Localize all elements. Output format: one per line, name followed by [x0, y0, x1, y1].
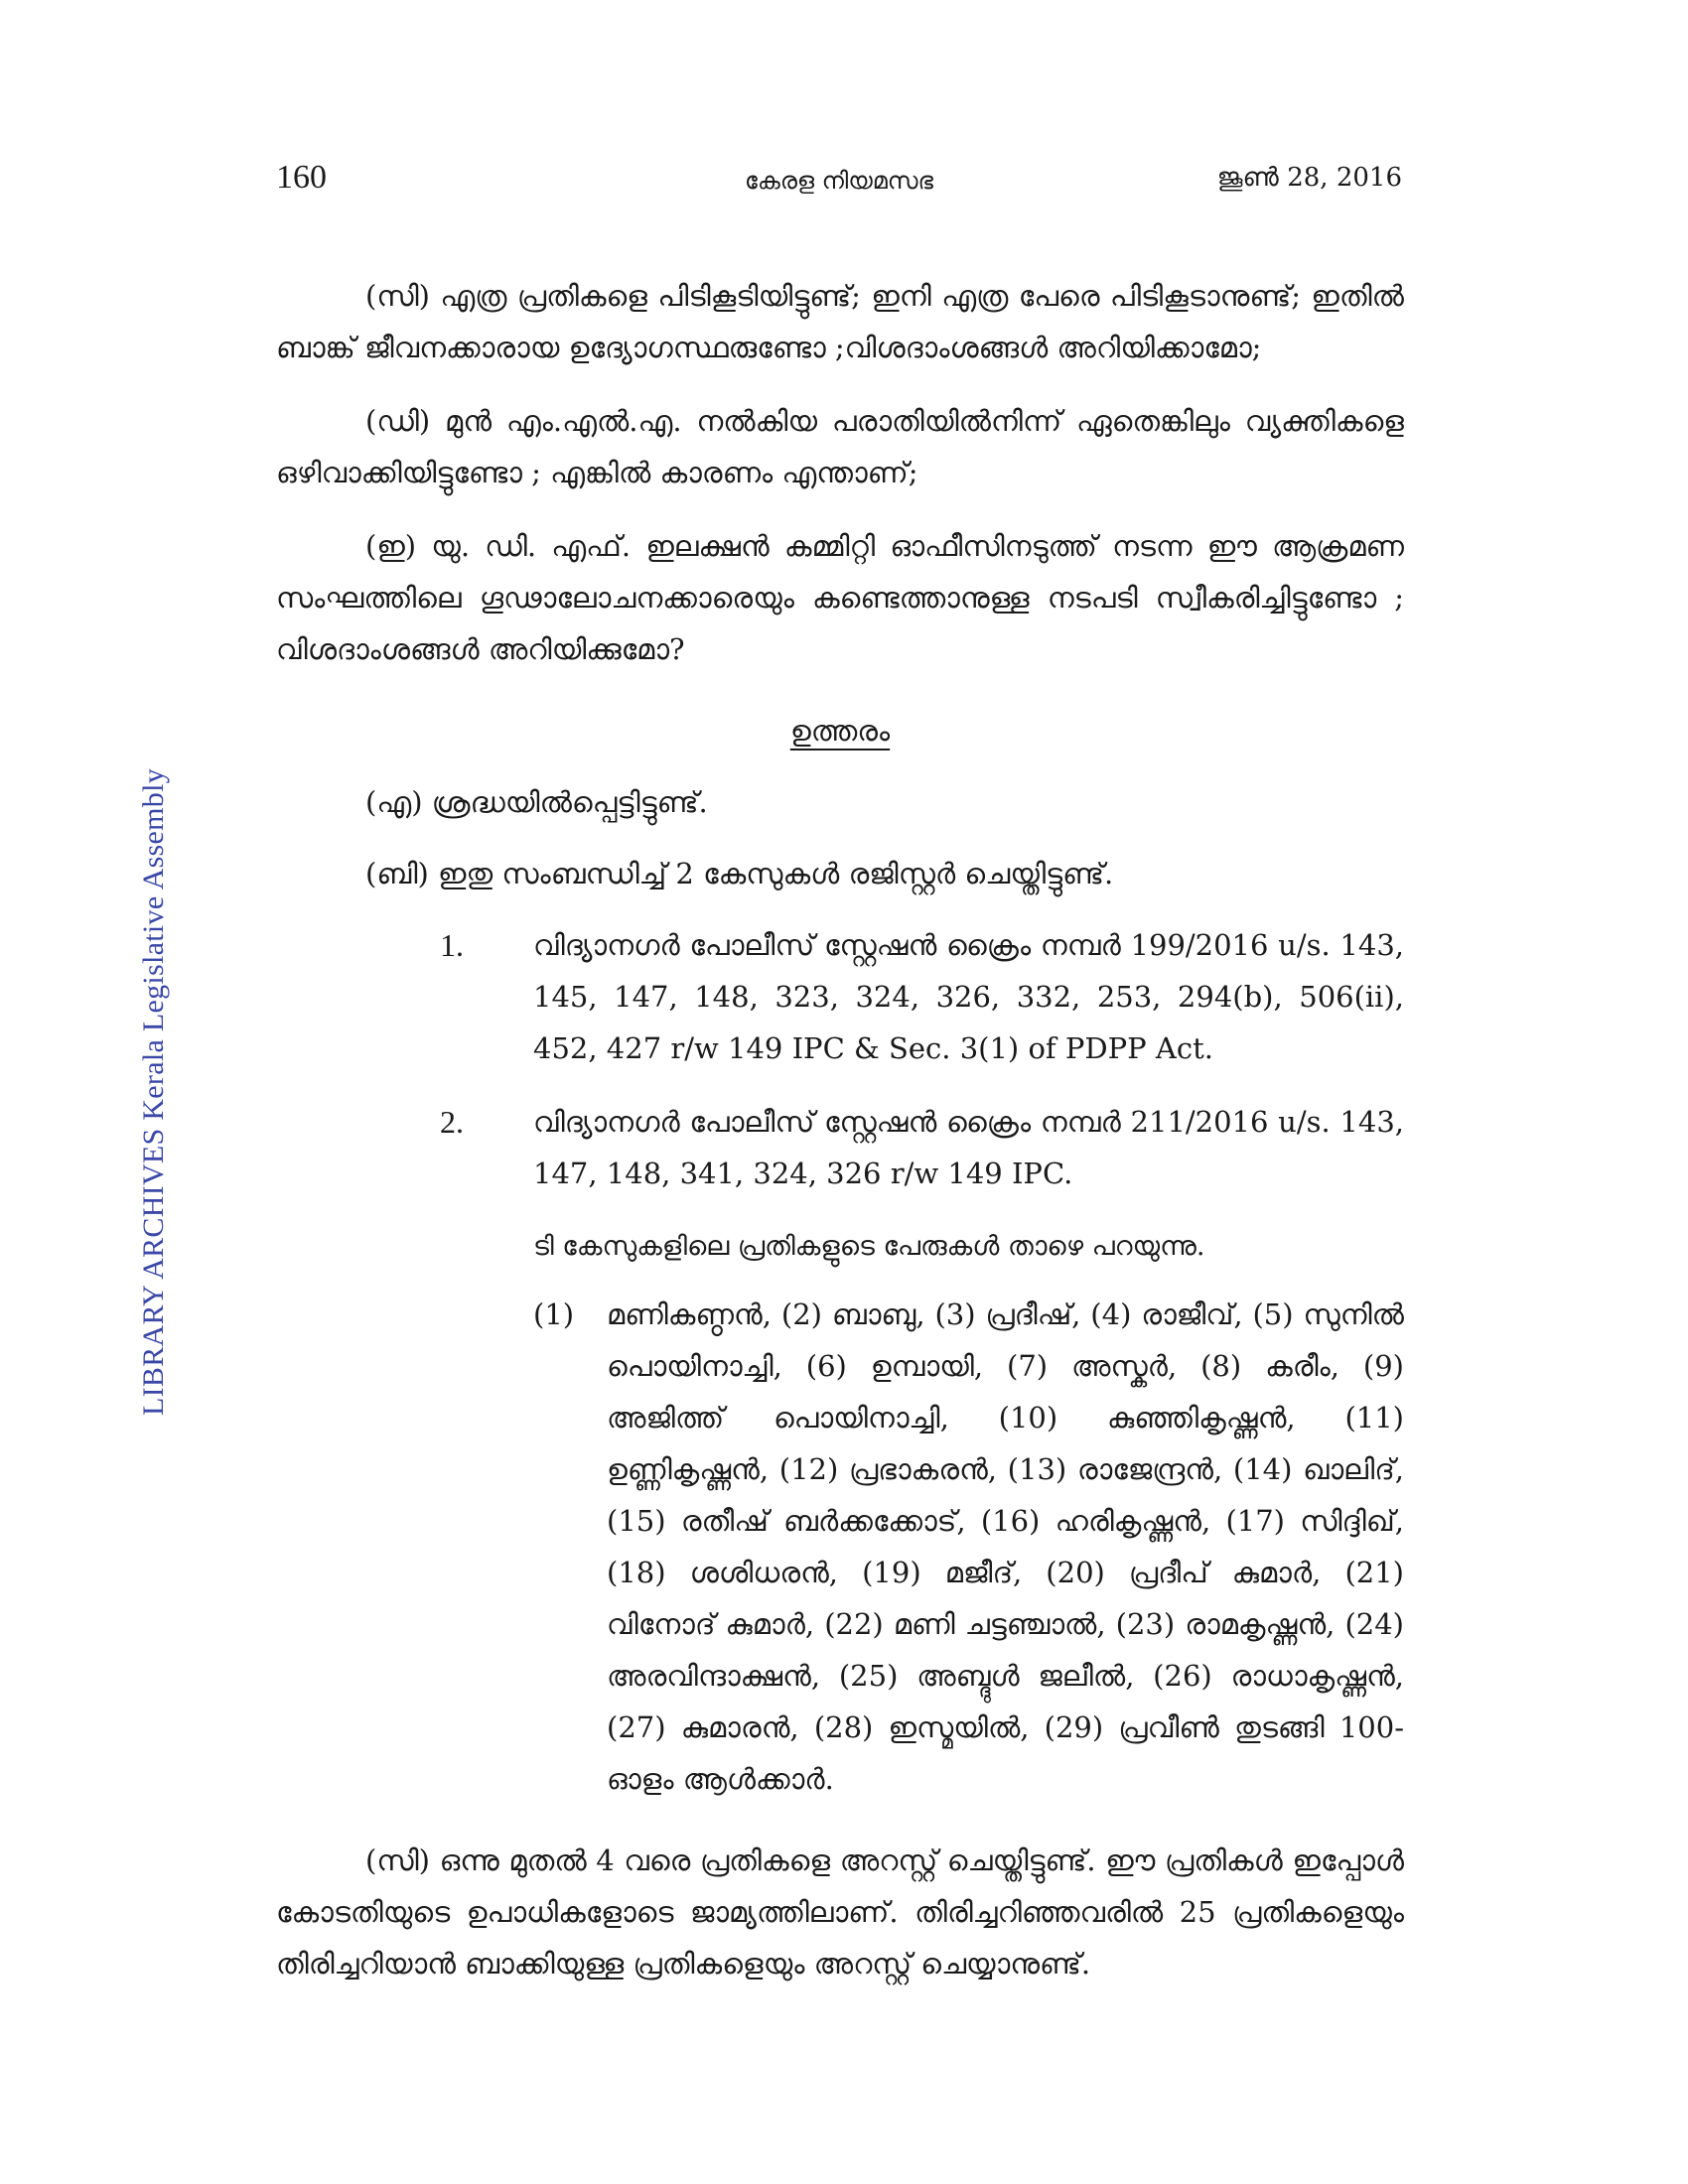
accused-list-number: (1): [533, 1297, 575, 1331]
answer-heading: ഉത്തരം: [789, 714, 891, 748]
case-number: 2.: [440, 1104, 464, 1140]
answer-b: (ബി) ഇതു സംബന്ധിച്ച് 2 കേസുകൾ രജിസ്റ്റർ ചെയ്തിട്ടുണ്ട്.: [365, 857, 1114, 890]
question-c: (സി) എത്ര പ്രതികളെ പിടികൂടിയിട്ടുണ്ട്; ഇനി എത്ര പേരെ പിടികൂടാനുണ്ട്; ഇതിൽ ബാങ്ക് ജീവനക്കാരായ ഉദ്യോഗസ്ഥരുണ്ടോ ;വിശദാംശങ്ങൾ അറിയിക്കാമോ;: [276, 279, 1404, 364]
session-date: ജൂൺ 28, 2016: [1216, 163, 1402, 193]
page-number: 160: [276, 159, 327, 196]
answer-c: (സി) ഒന്നു മുതൽ 4 വരെ പ്രതികളെ അറസ്റ്റ് ചെയ്തിട്ടുണ്ട്. ഈ പ്രതികൾ ഇപ്പോൾ കോടതിയുടെ ഉപാധികളോടെ ജാമ്യത്തിലാണ്. തിരിച്ചറിഞ്ഞവരിൽ 25 പ്രതികളെയും തിരിച്ചറിയാൻ ബാക്കിയുള്ള പ്രതികളെയും അറസ്റ്റ് ചെയ്യാനുണ്ട്.: [276, 1843, 1404, 1980]
answer-a: (എ) ശ്രദ്ധയിൽപ്പെട്ടിട്ടുണ്ട്.: [365, 785, 708, 819]
case-item: [440, 919, 1404, 1074]
question-e: (ഇ) യു. ഡി. എഫ്. ഇലക്ഷൻ കമ്മിറ്റി ഓഫീസിനടുത്ത് നടന്ന ഈ ആക്രമണ സംഘത്തിലെ ഗൂഢാലോചനക്കാരെയും കണ്ടെത്താനുള്ള നടപടി സ്വീകരിച്ചിട്ടുണ്ടോ ; വിശദാംശങ്ങൾ അറിയിക്കുമോ?: [276, 529, 1404, 666]
library-archives-stamp: LIBRARY ARCHIVES Kerala Legislative Assembly: [137, 767, 170, 1417]
accused-intro: ടി കേസുകളിലെ പ്രതികളുടെ പേരുകൾ താഴെ പറയുന്നു.: [533, 1231, 1205, 1262]
accused-names: മണികണ്ഠൻ, (2) ബാബു, (3) പ്രദീഷ്, (4) രാജീവ്, (5) സുനിൽ പൊയിനാച്ചി, (6) ഉമ്പായി, (7) അസ്കർ, (8) കരീം, (9) അജിത്ത് പൊയിനാച്ചി, (10) കുഞ്ഞികൃഷ്ണൻ, (11) ഉണ്ണികൃഷ്ണൻ, (12) പ്രഭാകരൻ, (13) രാജേന്ദ്രൻ, (14) ഖാലിദ്, (15) രതീഷ് ബർക്കക്കോട്, (16) ഹരികൃഷ്ണൻ, (17) സിദ്ദിഖ്, (18) ശശിധരൻ, (19) മജീദ്, (20) പ്രദീപ് കുമാർ, (21) വിനോദ് കുമാർ, (22) മണി ചട്ടഞ്ചാൽ, (23) രാമകൃഷ്ണൻ, (24) അരവിന്ദാക്ഷൻ, (25) അബ്ദുൾ ജലീൽ, (26) രാധാകൃഷ്ണൻ, (27) കുമാരൻ, (28) ഇസ്മയിൽ, (29) പ്രവീൺ തുടങ്ങി 100-ഓളം ആൾക്കാർ.: [607, 1297, 1404, 1796]
case-item: [440, 1096, 1404, 1199]
case-text: വിദ്യാനഗർ പോലീസ് സ്റ്റേഷൻ ക്രൈം നമ്പർ 199/2016 u/s. 143, 145, 147, 148, 323, 324, 326, 332, 253, 294(b), 506(ii), 452, 427 r/w 149 IPC & Sec. 3(1) of PDPP Act.: [533, 928, 1404, 1065]
page-header: [276, 159, 1402, 203]
case-number: 1.: [440, 927, 464, 963]
document-body: [276, 270, 1404, 2011]
case-text: വിദ്യാനഗർ പോലീസ് സ്റ്റേഷൻ ക്രൈം നമ്പർ 211/2016 u/s. 143, 147, 148, 341, 324, 326 r/w 149 IPC.: [533, 1105, 1404, 1190]
house-name: കേരള നിയമസഭ: [744, 167, 934, 195]
accused-list: [533, 1289, 1404, 1805]
question-d: (ഡി) മുൻ എം.എൽ.എ. നൽകിയ പരാതിയിൽനിന്ന് ഏതെങ്കിലും വ്യക്തികളെ ഒഴിവാക്കിയിട്ടുണ്ടോ ; എങ്കിൽ കാരണം എന്താണ്;: [276, 404, 1404, 489]
